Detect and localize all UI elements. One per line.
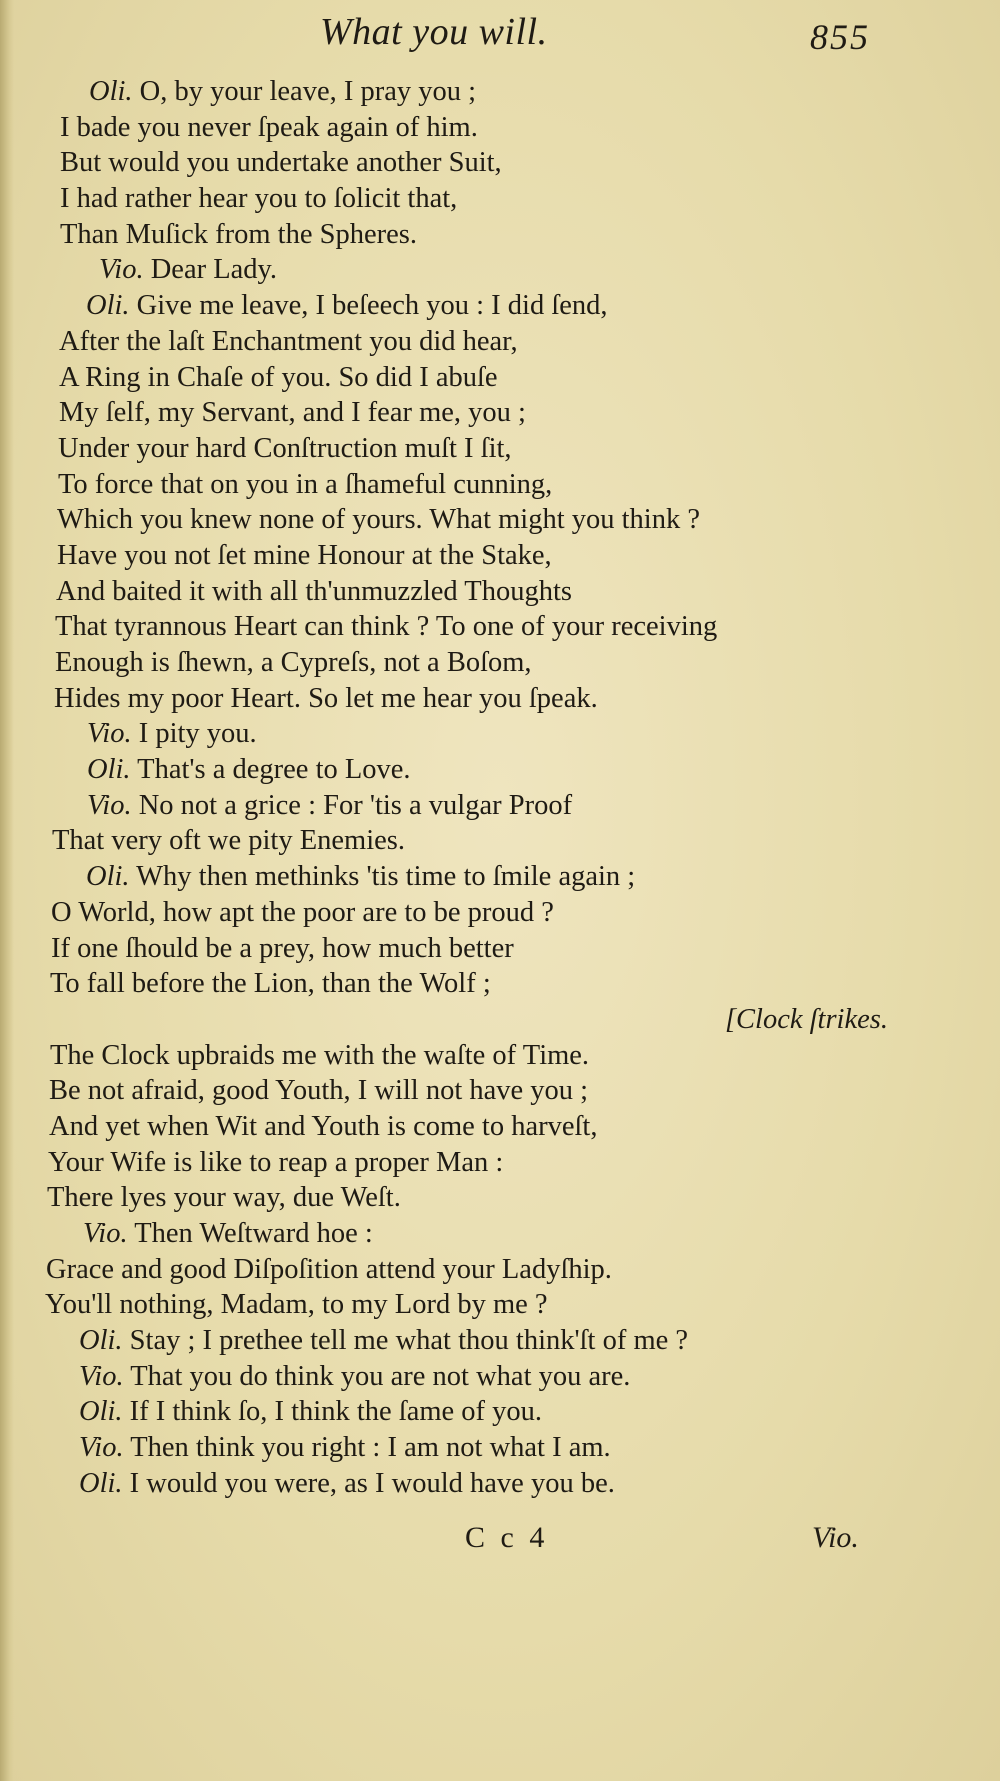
- line-text: A Ring in Chaſe of you. So did I abuſe: [59, 361, 498, 393]
- line-text: Dear Lady.: [143, 254, 278, 286]
- text-line: [0, 752, 1000, 788]
- text-line: [0, 288, 1000, 324]
- line-text: You'll nothing, Madam, to my Lord by me ?: [45, 1289, 548, 1321]
- line-text: To fall before the Lion, than the Wolf ;: [50, 968, 491, 1000]
- text-line: [0, 1073, 1000, 1109]
- catchword: Vio.: [812, 1521, 859, 1554]
- speaker-name: Oli.: [86, 290, 130, 322]
- text-line: [0, 1430, 1000, 1466]
- line-text: My ſelf, my Servant, and I fear me, you ;: [59, 397, 526, 429]
- signature-mark: C c 4: [465, 1521, 549, 1554]
- text-line: [0, 217, 1000, 253]
- speaker-name: Vio.: [99, 254, 144, 286]
- stage-direction: [Clock ſtrikes.: [724, 1003, 888, 1035]
- line-text: Under your hard Conſtruction muſt I ſit,: [58, 432, 512, 464]
- line-text: To force that on you in a ſhameful cunning,: [58, 468, 553, 500]
- text-line: [0, 931, 1000, 967]
- line-text: And yet when Wit and Youth is come to harveſt,: [49, 1110, 598, 1142]
- text-line: [0, 1359, 1000, 1395]
- line-text: I pity you.: [131, 718, 257, 750]
- text-line: [0, 788, 1000, 824]
- text-line: [0, 324, 1000, 360]
- line-text: Hides my poor Heart. So let me hear you ſpeak.: [54, 682, 598, 714]
- text-line: [0, 431, 1000, 467]
- text-line: [0, 74, 1000, 110]
- line-text: Enough is ſhewn, a Cypreſs, not a Boſom,: [55, 647, 532, 678]
- line-text: Then Weſtward hoe :: [127, 1218, 373, 1249]
- speaker-name: Oli.: [79, 1396, 123, 1428]
- text-line: [0, 823, 1000, 859]
- text-line: [0, 538, 1000, 574]
- line-text: O, by your leave, I pray you ;: [132, 76, 477, 107]
- text-line: [0, 1287, 1000, 1323]
- play-text: [0, 74, 1000, 1502]
- line-text: And baited it with all th'unmuzzled Thoughts: [56, 575, 572, 607]
- text-line: [0, 360, 1000, 396]
- line-text: I had rather hear you to ſolicit that,: [60, 183, 458, 215]
- speaker-name: Vio.: [79, 1432, 124, 1464]
- line-text: That you do think you are not what you are.: [123, 1360, 631, 1392]
- line-text: Be not afraid, good Youth, I will not have you ;: [49, 1075, 589, 1107]
- line-text: Have you not ſet mine Honour at the Stake,: [57, 539, 552, 571]
- line-text: If I think ſo, I think the ſame of you.: [122, 1396, 543, 1428]
- speaker-name: Vio.: [87, 718, 132, 750]
- running-title: What you will.: [320, 11, 548, 53]
- text-line: [0, 110, 1000, 146]
- text-line: [0, 574, 1000, 610]
- speaker-name: Oli.: [87, 754, 131, 786]
- text-line: [0, 252, 1000, 288]
- line-text: No not a grice : For 'tis a vulgar Proof: [131, 789, 573, 821]
- line-text: That very oft we pity Enemies.: [52, 825, 405, 857]
- text-line: [0, 181, 1000, 217]
- speaker-name: Vio.: [87, 789, 132, 821]
- text-line: [0, 1252, 1000, 1288]
- text-line: [0, 895, 1000, 931]
- line-text: The Clock upbraids me with the waſte of Time.: [50, 1039, 590, 1071]
- line-text: That's a degree to Love.: [130, 754, 411, 786]
- line-text: O World, how apt the poor are to be proud ?: [51, 896, 554, 928]
- text-line: [0, 1145, 1000, 1181]
- text-line: [0, 716, 1000, 752]
- text-line: [0, 1323, 1000, 1359]
- line-text: There lyes your way, due Weſt.: [47, 1182, 401, 1214]
- speaker-name: Oli.: [89, 76, 133, 107]
- text-line: [0, 1394, 1000, 1430]
- text-line: [0, 467, 1000, 503]
- line-text: Why then methinks 'tis time to ſmile again ;: [129, 861, 636, 893]
- speaker-name: Oli.: [86, 861, 130, 893]
- line-text: After the laſt Enchantment you did hear,: [59, 325, 518, 357]
- line-text: I bade you never ſpeak again of him.: [60, 111, 478, 143]
- text-line: [0, 645, 1000, 681]
- line-text: If one ſhould be a prey, how much better: [51, 932, 514, 964]
- line-text: Grace and good Diſpoſition attend your Ladyſhip.: [46, 1253, 612, 1285]
- text-line: [0, 1109, 1000, 1145]
- speaker-name: Vio.: [79, 1360, 124, 1392]
- line-text: Than Muſick from the Spheres.: [60, 218, 417, 250]
- text-line: [0, 395, 1000, 431]
- page-number: 855: [810, 17, 870, 57]
- text-line: [0, 859, 1000, 895]
- line-text: Which you knew none of yours. What might you think ?: [57, 504, 700, 536]
- speaker-name: Oli.: [79, 1325, 123, 1357]
- text-line: [0, 609, 1000, 645]
- text-line: [0, 966, 1000, 1002]
- line-text: I would you were, as I would have you be.: [122, 1467, 615, 1499]
- line-text: That tyrannous Heart can think ? To one of your receiving: [55, 611, 718, 643]
- text-line: [0, 145, 1000, 181]
- text-line: [0, 1038, 1000, 1074]
- line-text: Stay ; I prethee tell me what thou think'ſt of me ?: [122, 1325, 689, 1357]
- text-line: [0, 502, 1000, 538]
- text-line: [0, 681, 1000, 717]
- text-line: [0, 1180, 1000, 1216]
- speaker-name: Vio.: [83, 1218, 128, 1249]
- text-line: [0, 1216, 1000, 1252]
- line-text: Then think you right : I am not what I am.: [123, 1432, 611, 1464]
- line-text: Your Wife is like to reap a proper Man :: [48, 1146, 504, 1178]
- stage-direction-line: [0, 1002, 1000, 1038]
- line-text: But would you undertake another Suit,: [60, 147, 502, 179]
- text-line: [0, 1466, 1000, 1502]
- speaker-name: Oli.: [79, 1467, 123, 1499]
- line-text: Give me leave, I beſeech you : I did ſend,: [129, 290, 608, 322]
